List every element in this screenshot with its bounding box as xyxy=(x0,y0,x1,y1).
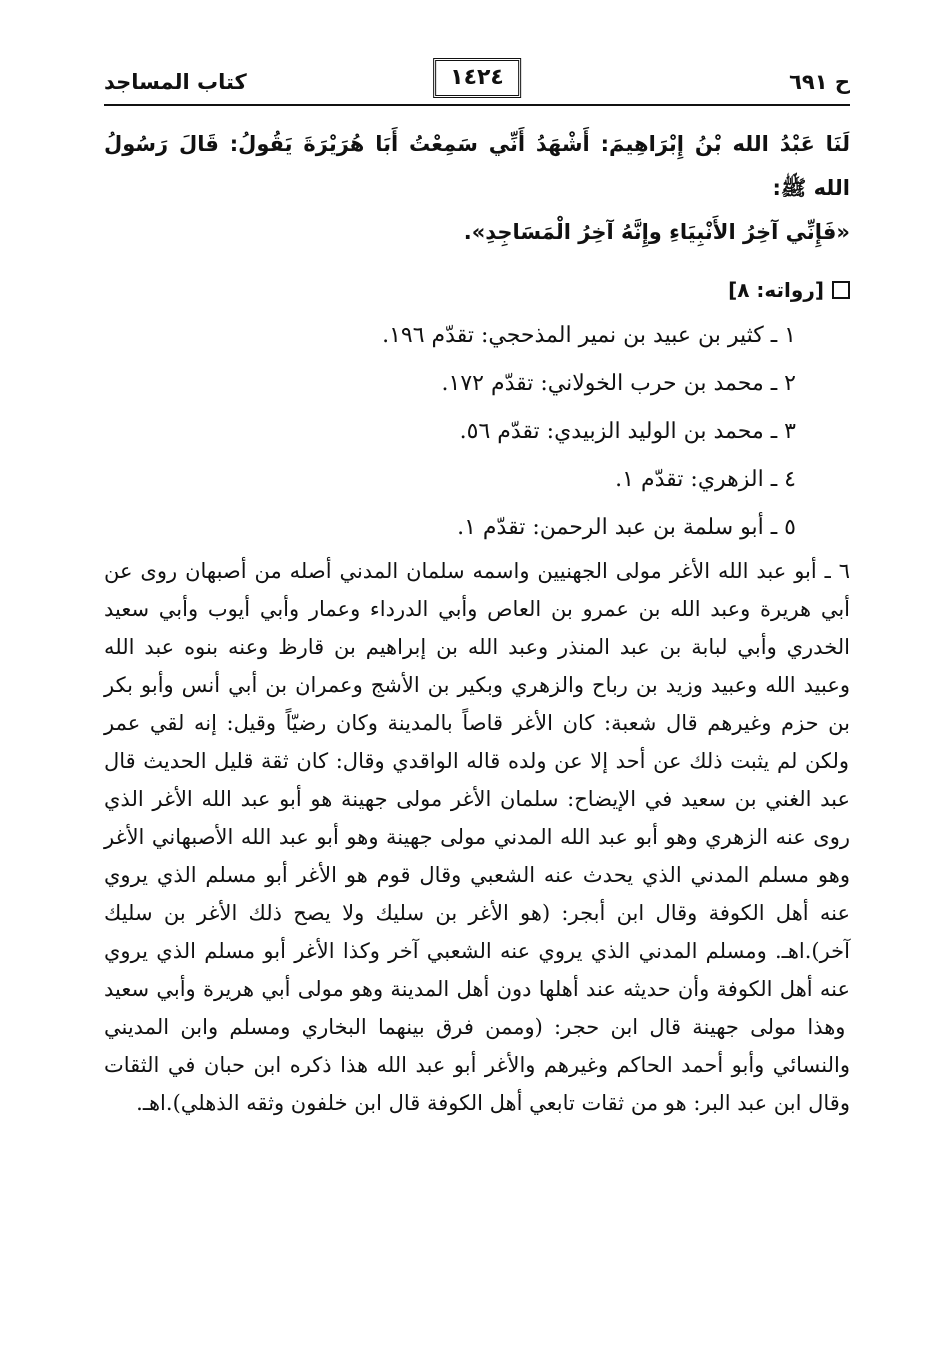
bio-line: يروي عنه الشعبي آخر وكذا الأغر أبو مسلم الذي يروي عنه أهل الكوفة وأن xyxy=(104,939,850,1001)
bio-line: إبراهيم بن قارظ وعنه بنوه عبد الله وعبيد الله وعبيد وزيد بن رباح والزهري xyxy=(104,635,850,697)
page-number: ١٤٢٤ xyxy=(433,58,521,98)
bio-first-line: ٦ ـ أبو عبد الله الأغر مولى الجهنيين واسمه سلمان المدني أصله من xyxy=(246,559,850,583)
bio-line: وثقه الذهلي).اهـ. xyxy=(136,1091,285,1115)
narrator-item: ٤ ـ الزهري: تقدّم ١. xyxy=(615,467,796,492)
narrator-item: ١ ـ كثير بن عبيد بن نمير المذحجي: تقدّم ١٩٦. xyxy=(382,323,796,348)
page xyxy=(104,52,850,1122)
hadith-number: ح ٦٩١ xyxy=(789,70,850,94)
hadith-text xyxy=(104,122,850,254)
bio-line: الأغر الذي روى عنه الزهري وهو أبو عبد الله المدني مولى جهينة وهو xyxy=(104,787,850,849)
narrator-six-biography xyxy=(104,552,850,1122)
hadith-line: لَنَا عَبْدُ الله بْنُ إِبْرَاهِيمَ: أَشْهَدُ أَنِّي سَمِعْتُ أَبَا هُرَيْرَةَ يَقُولُ: قَالَ رَسُولُ الله ﷺ: xyxy=(104,132,850,200)
narrator-item: ٢ ـ محمد بن حرب الخولاني: تقدّم ١٧٢. xyxy=(441,371,796,396)
bio-line: قوم هو الأغر أبو مسلم الذي يروي عنه أهل الكوفة وقال ابن أبجر: (هو xyxy=(104,863,850,925)
bio-line: الأغر بن سليك ولا يصح ذلك الأغر بن سليك آخر).اهـ. ومسلم المدني الذي xyxy=(104,901,850,963)
narrator-item: ٣ ـ محمد بن الوليد الزبيدي: تقدّم ٥٦. xyxy=(459,419,796,444)
bio-line: في الثقات وقال ابن عبد البر: هو من ثقات تابعي أهل الكوفة قال ابن خلفون xyxy=(104,1053,850,1115)
bio-line: جهينة قال ابن حجر: (وممن فرق بينهما البخاري ومسلم وابن المديني xyxy=(104,1015,739,1039)
narrators-title: [رواته: ٨] xyxy=(728,278,824,302)
page-header xyxy=(104,52,850,106)
bio-line: أصبهان روى عن أبي هريرة وعبد الله بن عمرو بن العاص وأبي الدرداء وعمار xyxy=(104,559,851,621)
bio-line: عبد الغني بن سعيد في الإيضاح: سلمان الأغر مولى جهينة هو أبو عبد الله xyxy=(192,787,851,811)
narrator-item: ٥ ـ أبو سلمة بن عبد الرحمن: تقدّم ١. xyxy=(457,515,796,540)
bio-line: أبو عبد الله الأصبهاني الأغر وهو مسلم المدني الذي يحدث عنه الشعبي وقال xyxy=(104,825,850,887)
bio-line: وبكير بن الأشج وعمران بن أبي أنس وأبو بكر بن حزم وغيرهم قال شعبة: xyxy=(104,673,850,735)
bio-line: والنسائي وأبو أحمد الحاكم وغيرهم والأغر أبو عبد الله هذا ذكره ابن حبان xyxy=(195,1053,851,1077)
bio-line: عن أحد إلا عن ولده قاله الواقدي وقال: كان ثقة قليل الحديث قال xyxy=(104,749,682,773)
book-title: كتاب المساجد xyxy=(104,70,247,94)
hadith-line: «فَإِنِّي آخِرُ الأَنْبِيَاءِ وإِنَّهُ آخِرُ الْمَسَاجِدِ». xyxy=(463,220,850,244)
bio-line: كان الأغر قاصاً بالمدينة وكان رضيّاً وقيل: إنه لقي عمر ولكن لم يثبت ذلك xyxy=(104,711,850,773)
bio-line: وأبي أيوب وأبي سعيد الخدري وأبي لبابة بن عبد المنذر وعبد الله بن xyxy=(104,597,850,659)
checkbox-square-icon xyxy=(832,281,850,299)
narrators-list xyxy=(104,312,850,552)
bio-line: حديثه عند أهلها دون أهل المدينة وهو مولى أبي هريرة وأبي سعيد وهذا مولى xyxy=(104,977,846,1039)
narrators-heading xyxy=(104,272,850,308)
